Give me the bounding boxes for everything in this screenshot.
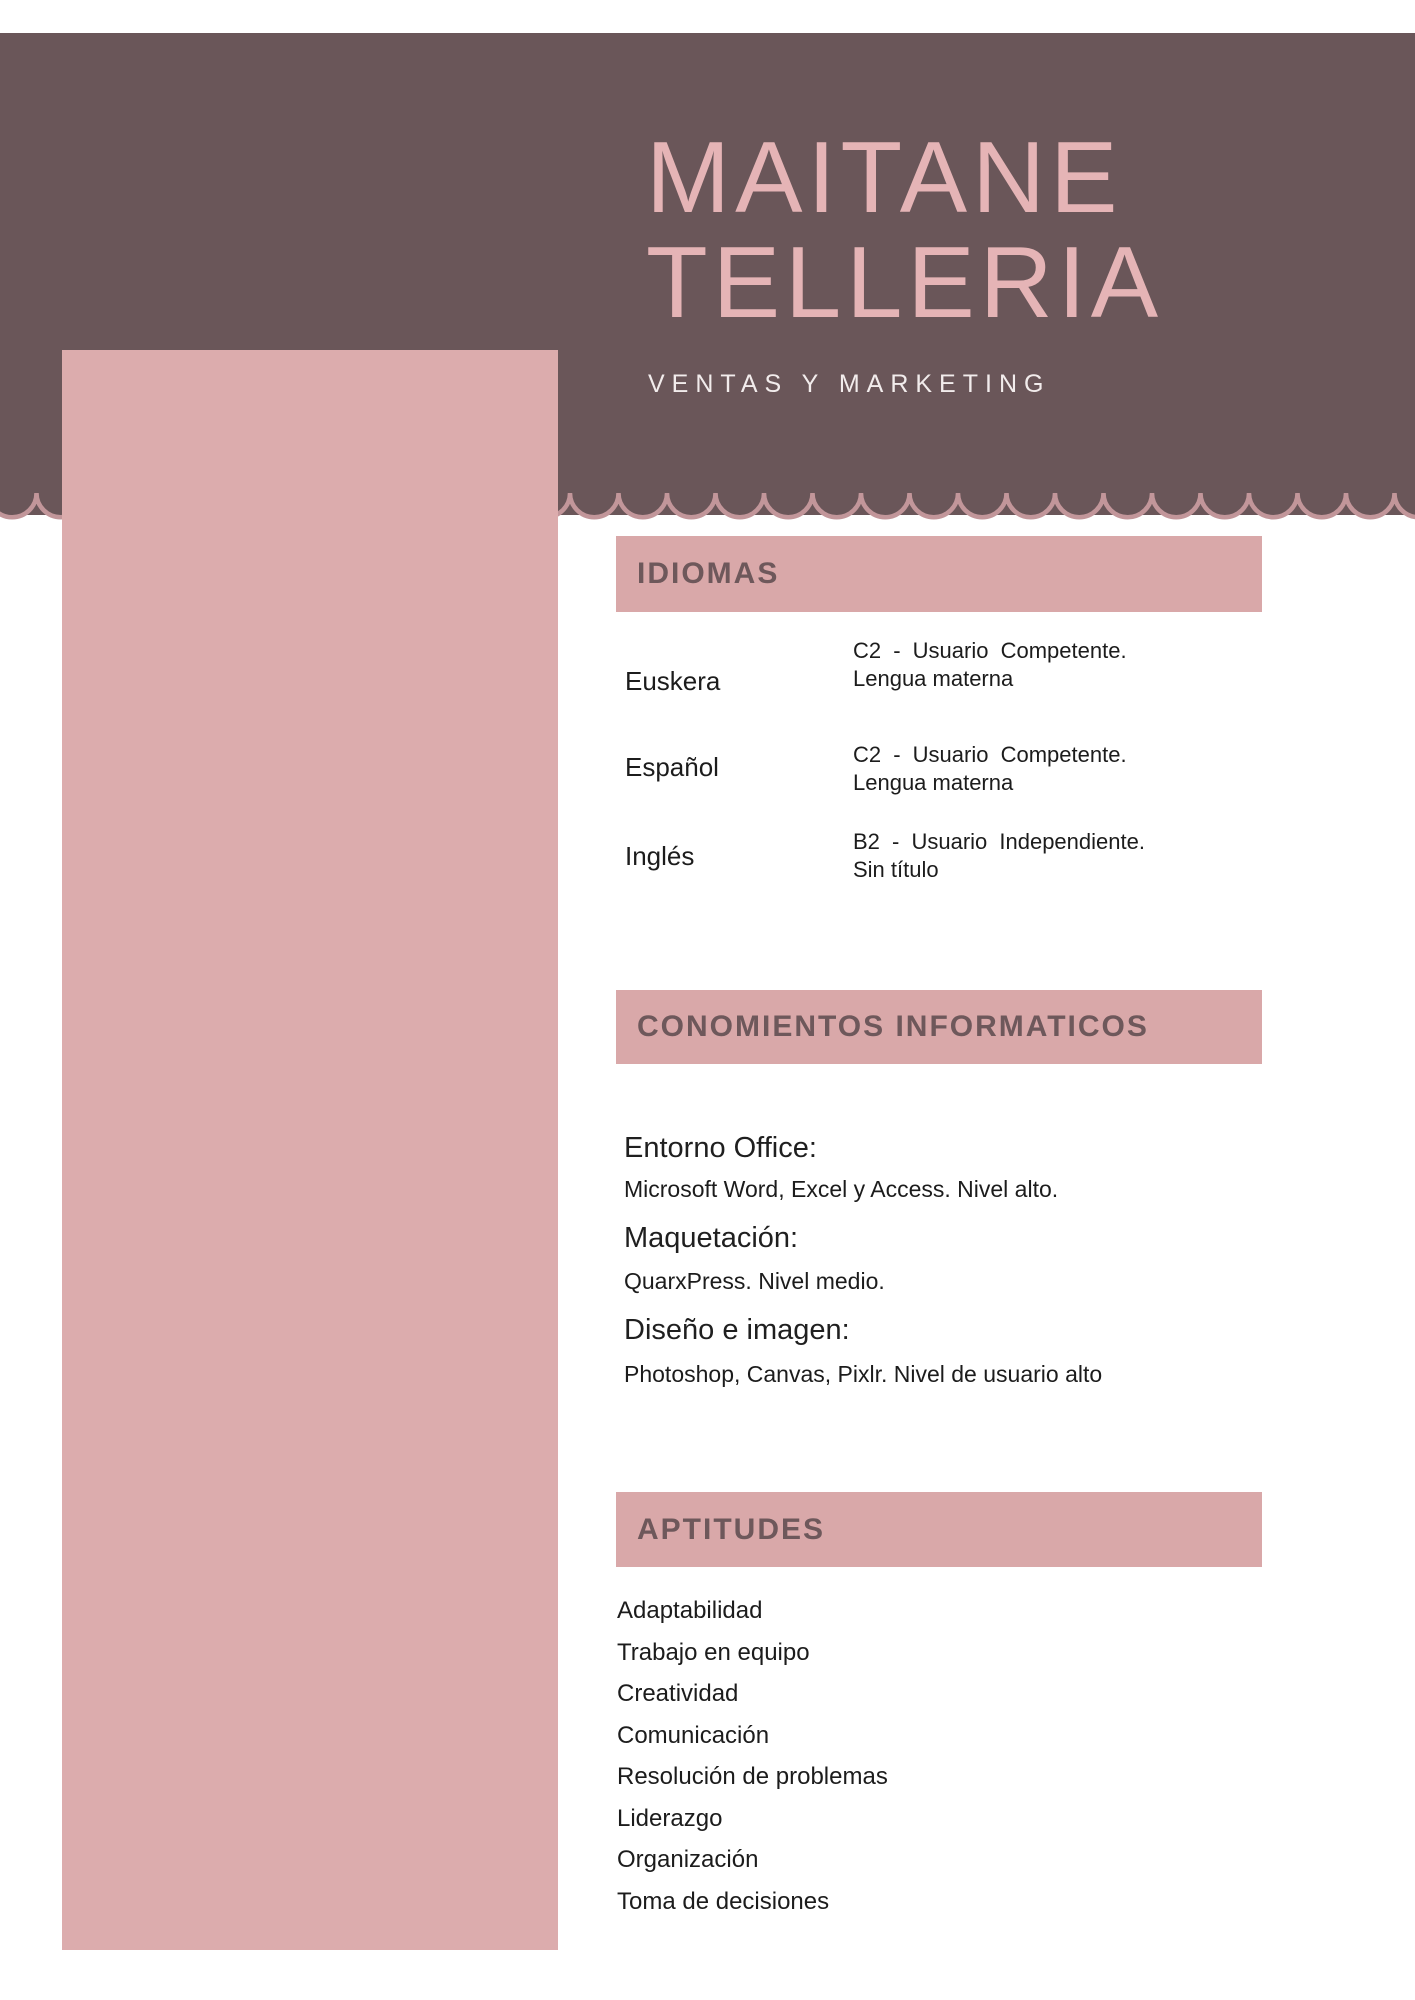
aptitude-item: Toma de decisiones <box>617 1887 830 1915</box>
section-header-informatica <box>616 990 1262 1064</box>
language-level-euskera <box>853 637 1127 693</box>
aptitude-item: Liderazgo <box>617 1804 723 1832</box>
skill-group-heading-office: Entorno Office: <box>624 1132 817 1164</box>
aptitudes-list <box>617 1590 888 1922</box>
job-subtitle: VENTAS Y MARKETING <box>648 370 1051 398</box>
aptitude-item: Organización <box>617 1846 759 1873</box>
skill-group-heading-diseno: Diseño e imagen: <box>624 1314 850 1346</box>
language-level-ingles <box>853 828 1145 884</box>
section-title-aptitudes: APTITUDES <box>637 1512 826 1546</box>
language-level-line1: C2 - Usuario Competente. <box>853 638 1127 663</box>
aptitude-item: Trabajo en equipo <box>617 1638 810 1666</box>
aptitude-item: Resolución de problemas <box>617 1763 888 1790</box>
skill-group-detail-maquetacion: QuarxPress. Nivel medio. <box>624 1268 885 1294</box>
language-label-ingles: Inglés <box>625 841 695 871</box>
language-level-line2: Lengua materna <box>853 770 1014 795</box>
aptitude-item: Comunicación <box>617 1721 770 1749</box>
language-level-line1: B2 - Usuario Independiente. <box>853 829 1145 854</box>
aptitude-item: Creatividad <box>617 1680 739 1707</box>
section-title-informatica: CONOMIENTOS INFORMATICOS <box>637 1010 1149 1043</box>
language-level-espanol <box>853 741 1127 797</box>
skill-group-detail-diseno: Photoshop, Canvas, Pixlr. Nivel de usuario alto <box>624 1361 1103 1387</box>
person-name-line2: TELLERIA <box>646 227 1164 339</box>
section-header-aptitudes <box>616 1492 1262 1567</box>
aptitude-item: Adaptabilidad <box>617 1597 763 1624</box>
skill-group-detail-office: Microsoft Word, Excel y Access. Nivel alto. <box>624 1176 1059 1202</box>
person-name <box>646 122 1164 339</box>
language-label-espanol: Español <box>625 752 719 782</box>
section-header-idiomas <box>616 536 1262 612</box>
language-level-line1: C2 - Usuario Competente. <box>853 742 1127 767</box>
section-title-idiomas: IDIOMAS <box>637 557 780 590</box>
photo-sidebar-panel <box>62 350 558 1950</box>
skill-group-heading-maquetacion: Maquetación: <box>624 1222 799 1254</box>
person-name-line1: MAITANE <box>646 122 1123 234</box>
language-label-euskera: Euskera <box>625 666 721 696</box>
language-level-line2: Sin título <box>853 857 939 882</box>
language-level-line2: Lengua materna <box>853 666 1014 691</box>
